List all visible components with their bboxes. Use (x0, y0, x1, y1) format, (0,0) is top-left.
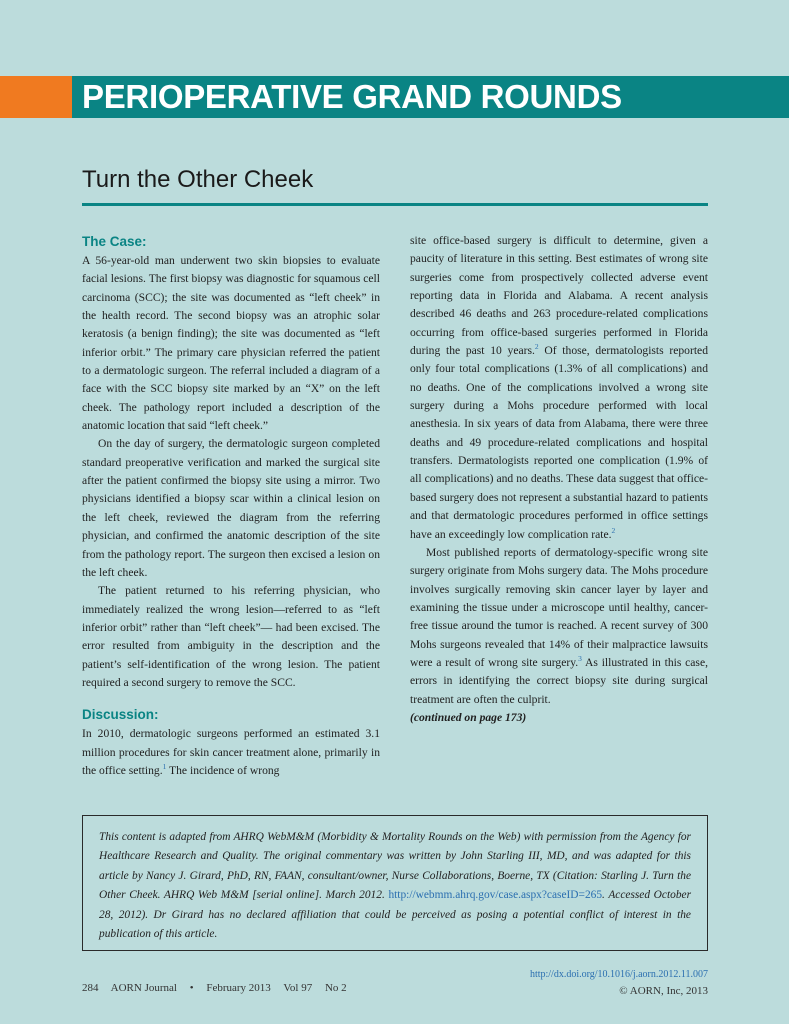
banner-orange-block (0, 76, 72, 118)
right-text-2b: As illustrated in this case, errors in identifying the correct biopsy site during surgical treatment are often the culprit. (410, 655, 708, 706)
reference-2b[interactable]: 2 (611, 525, 616, 535)
attribution-box (82, 815, 708, 951)
footer-meta (530, 967, 708, 999)
case-link[interactable]: http://webmm.ahrq.gov/case.aspx?caseID=265 (388, 889, 603, 902)
issue-number: No 2 (324, 982, 347, 994)
reference-1[interactable]: 1 (162, 762, 167, 772)
left-column (82, 232, 380, 780)
right-column (410, 232, 708, 727)
attribution-text-a: This content is adapted from AHRQ WebM&M (Morbidity & Mortality Rounds on the Web) with permission from the Agency for Healthcare Research and Quality. The original commentary was written by John Starling III, MD, and was adapted for this article by Nancy J. Girard, PhD, RN, FAAN, consultant/owner, Nurse Collaborations, Boerne, TX (Citation: Starling J. Turn the Other Cheek. AHRQ Web M&M [serial online]. March 2012. (99, 831, 691, 902)
discussion-text-tail: The incidence of wrong (166, 763, 280, 777)
attribution-text-b: . Accessed October 28, 2012). Dr Girard has no declared affiliation that could be perceived as posing a potential conflict of interest in the publication of this article. (99, 889, 692, 941)
discussion-text: In 2010, dermatologic surgeons performed an estimated 3.1 million procedures for skin cancer treatment alone, primarily in the office setting. (82, 727, 380, 777)
title-rule (82, 203, 708, 206)
discussion-paragraph-1 (82, 725, 380, 780)
page-number: 284 (82, 982, 99, 994)
case-heading: The Case: (82, 234, 147, 249)
volume: Vol 97 (283, 982, 313, 994)
section-banner (0, 76, 789, 118)
right-text-1a: site office-based surgery is difficult to determine, given a paucity of literature in this setting. Best estimates of wrong site surgeries come from prospectively collected adverse event reporting data in Florida and Alabama. A recent analysis described 46 deaths and 263 procedure-related complications occurring from office-based surgeries performed in Florida during the past 10 years. (410, 234, 708, 358)
issue-date: February 2013 (206, 982, 271, 994)
footer-citation (82, 982, 357, 994)
case-paragraph-2: On the day of surgery, the dermatologic surgeon completed standard preoperative verification and marked the surgical site after the patient confirmed the biopsy site using a mirror. Two physicians identified a biopsy scar within a clinical lesion on the left cheek, reviewed the diagram from the referring physician, and confirmed the anatomic description of the site from the pathology report. The surgeon then excised a lesion on the left cheek. (82, 437, 380, 579)
copyright: © AORN, Inc, 2013 (619, 985, 708, 997)
right-text-1b: Of those, dermatologists reported only four total complications (1.3% of all complications) and no deaths. One of the complications involved a wrong site surgery during a Mohs procedure performed with local anesthesia. In six years of data from Alabama, there were three deaths and 49 procedure-related complications and hospital transfers. Dermatologists reported one complication (1.9% of all complications) and no deaths. These data suggest that office-based surgery does not represent a substantial hazard to patients and that dermatologic procedures performed in office settings have an exceedingly low complication rate. (410, 344, 708, 541)
case-paragraph-1: A 56-year-old man underwent two skin biopsies to evaluate facial lesions. The first biopsy was diagnostic for squamous cell carcinoma (SCC); the site was documented as “left cheek” in the health record. The second biopsy was an atrophic solar keratosis (a benign finding); the site was documented as “left inferior orbit.” The primary care physician referred the patient to a dermatologic surgeon. The referral included a diagram of a face with the SCC biopsy site marked by an “X” on the left cheek. The pathology report included a description of the anatomic location that said “left cheek.” (82, 254, 380, 433)
doi-link[interactable]: http://dx.doi.org/10.1016/j.aorn.2012.11.007 (529, 969, 708, 980)
reference-2a[interactable]: 2 (534, 342, 539, 352)
right-paragraph-1 (410, 232, 708, 544)
section-title: PERIOPERATIVE GRAND ROUNDS (82, 78, 622, 115)
discussion-heading: Discussion: (82, 707, 159, 723)
case-paragraph-3: The patient returned to his referring physician, who immediately realized the wrong lesion—referred to as “left inferior orbit” rather than “left cheek”— had been excised. The error resulted from ambiguity in the description and the patient’s self-identification of the wrong lesion. The patient required a second surgery to remove the SCC. (82, 584, 380, 689)
footer-bullet: • (189, 982, 194, 994)
reference-3[interactable]: 3 (578, 654, 582, 664)
right-paragraph-2 (410, 544, 708, 709)
journal-name: AORN Journal (110, 982, 177, 994)
article-title: Turn the Other Cheek (82, 166, 314, 193)
continued-note: (continued on page 173) (410, 710, 527, 724)
right-text-2a: Most published reports of dermatology-specific wrong site surgery originate from Mohs surgery data. The Mohs procedure involves surgically removing skin cancer layer by layer and examining the tissue under a microscope until healthy, cancer-free tissue around the tumor is reached. A recent survey of 300 Mohs surgeons revealed that 14% of their malpractice lawsuits were a result of wrong site surgery. (410, 545, 708, 669)
